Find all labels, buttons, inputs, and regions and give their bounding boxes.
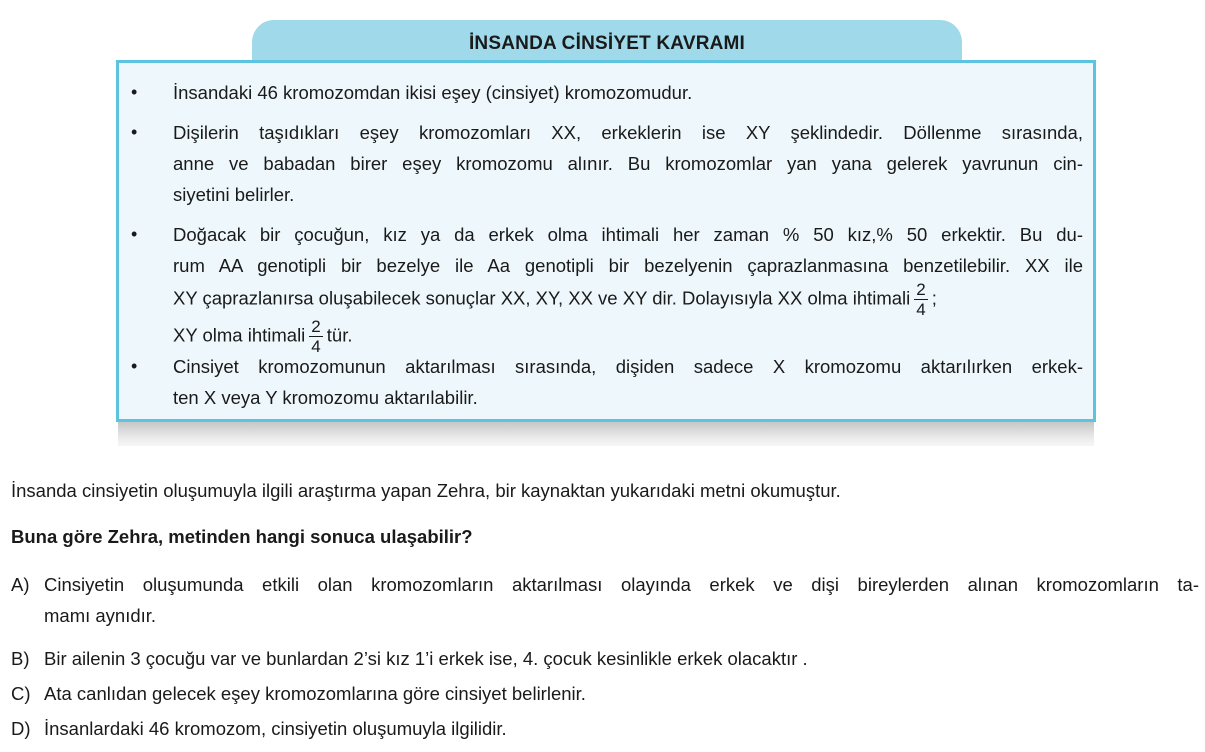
bullet-icon: • [131,224,138,244]
bullet-3-line-4-a: XY olma ihtimali [173,324,306,346]
question-stem: Buna göre Zehra, metinden hangi sonuca ulaşabilir? [11,526,473,547]
bullet-2-line-3: siyetini belirler. [173,184,295,205]
bullet-3-line-2: rum AA genotipli bir bezelye ile Aa genotipli bir bezelyenin çaprazlanmasına benzetilebilir. XX ile [173,255,1083,276]
bullet-2-line-1: Dişilerin taşıdıkları eşey kromozomları XX, erkeklerin ise XY şeklindedir. Döllenme sırasında, [173,122,1083,143]
bullet-3-line-3-text: XY çaprazlanırsa oluşabilecek sonuçlar XX, XY, XX ve XY dir. Dolayısıyla XX olma ihtimali [173,287,911,309]
infobox-title-tab [252,20,962,62]
option-letter: D) [11,718,31,739]
bullet-3-line-4-b: tür. [326,324,353,346]
info-box [116,60,1096,422]
question-intro: İnsanda cinsiyetin oluşumuyla ilgili araştırma yapan Zehra, bir kaynaktan yukarıdaki metni okumuştur. [11,480,841,501]
fraction-denominator: 4 [916,300,926,319]
fraction-denominator: 4 [311,337,321,356]
bullet-3-line-4 [173,318,1083,355]
option-letter: A) [11,574,30,595]
infobox-title: İNSANDA CİNSİYET KAVRAMI [468,33,746,54]
option-d-text: İnsanlardaki 46 kromozom, cinsiyetin oluşumuyla ilgilidir. [44,718,507,739]
fraction-numerator: 2 [916,280,926,299]
bullet-4-line-2: ten X veya Y kromozomu aktarılabilir. [173,387,478,408]
option-a-line-2: mamı aynıdır. [44,605,157,626]
bullet-icon: • [131,356,138,376]
fraction-numerator: 2 [311,317,321,336]
option-b-text: Bir ailenin 3 çocuğu var ve bunlardan 2’si kız 1’i erkek ise, 4. çocuk kesinlikle erkek olacaktır . [44,648,808,669]
bullet-2-line-2: anne ve babadan birer eşey kromozomu alınır. Bu kromozomlar yan yana gelerek yavrunun cin- [173,153,1083,174]
bullet-3-line-3 [173,281,1083,318]
bullet-icon: • [131,82,138,102]
fraction-two-quarters [914,281,927,318]
option-a-line-1: Cinsiyetin oluşumunda etkili olan kromozomların aktarılması olayında erkek ve dişi bireylerden alınan kromozomların ta- [44,574,1199,595]
option-c-text: Ata canlıdan gelecek eşey kromozomlarına göre cinsiyet belirlenir. [44,683,586,704]
fraction-two-quarters [309,318,322,355]
bullet-3-line-3-end: ; [931,287,937,309]
option-letter: C) [11,683,31,704]
bullet-3-line-1: Doğacak bir çocuğun, kız ya da erkek olma ihtimali her zaman % 50 kız,% 50 erkektir. Bu du- [173,224,1083,245]
option-letter: B) [11,648,30,669]
infobox-shadow [118,420,1094,446]
bullet-icon: • [131,122,138,142]
bullet-4-line-1: Cinsiyet kromozomunun aktarılması sırasında, dişiden sadece X kromozomu aktarılırken erkek- [173,356,1083,377]
bullet-1-text: İnsandaki 46 kromozomdan ikisi eşey (cinsiyet) kromozomudur. [173,82,693,103]
